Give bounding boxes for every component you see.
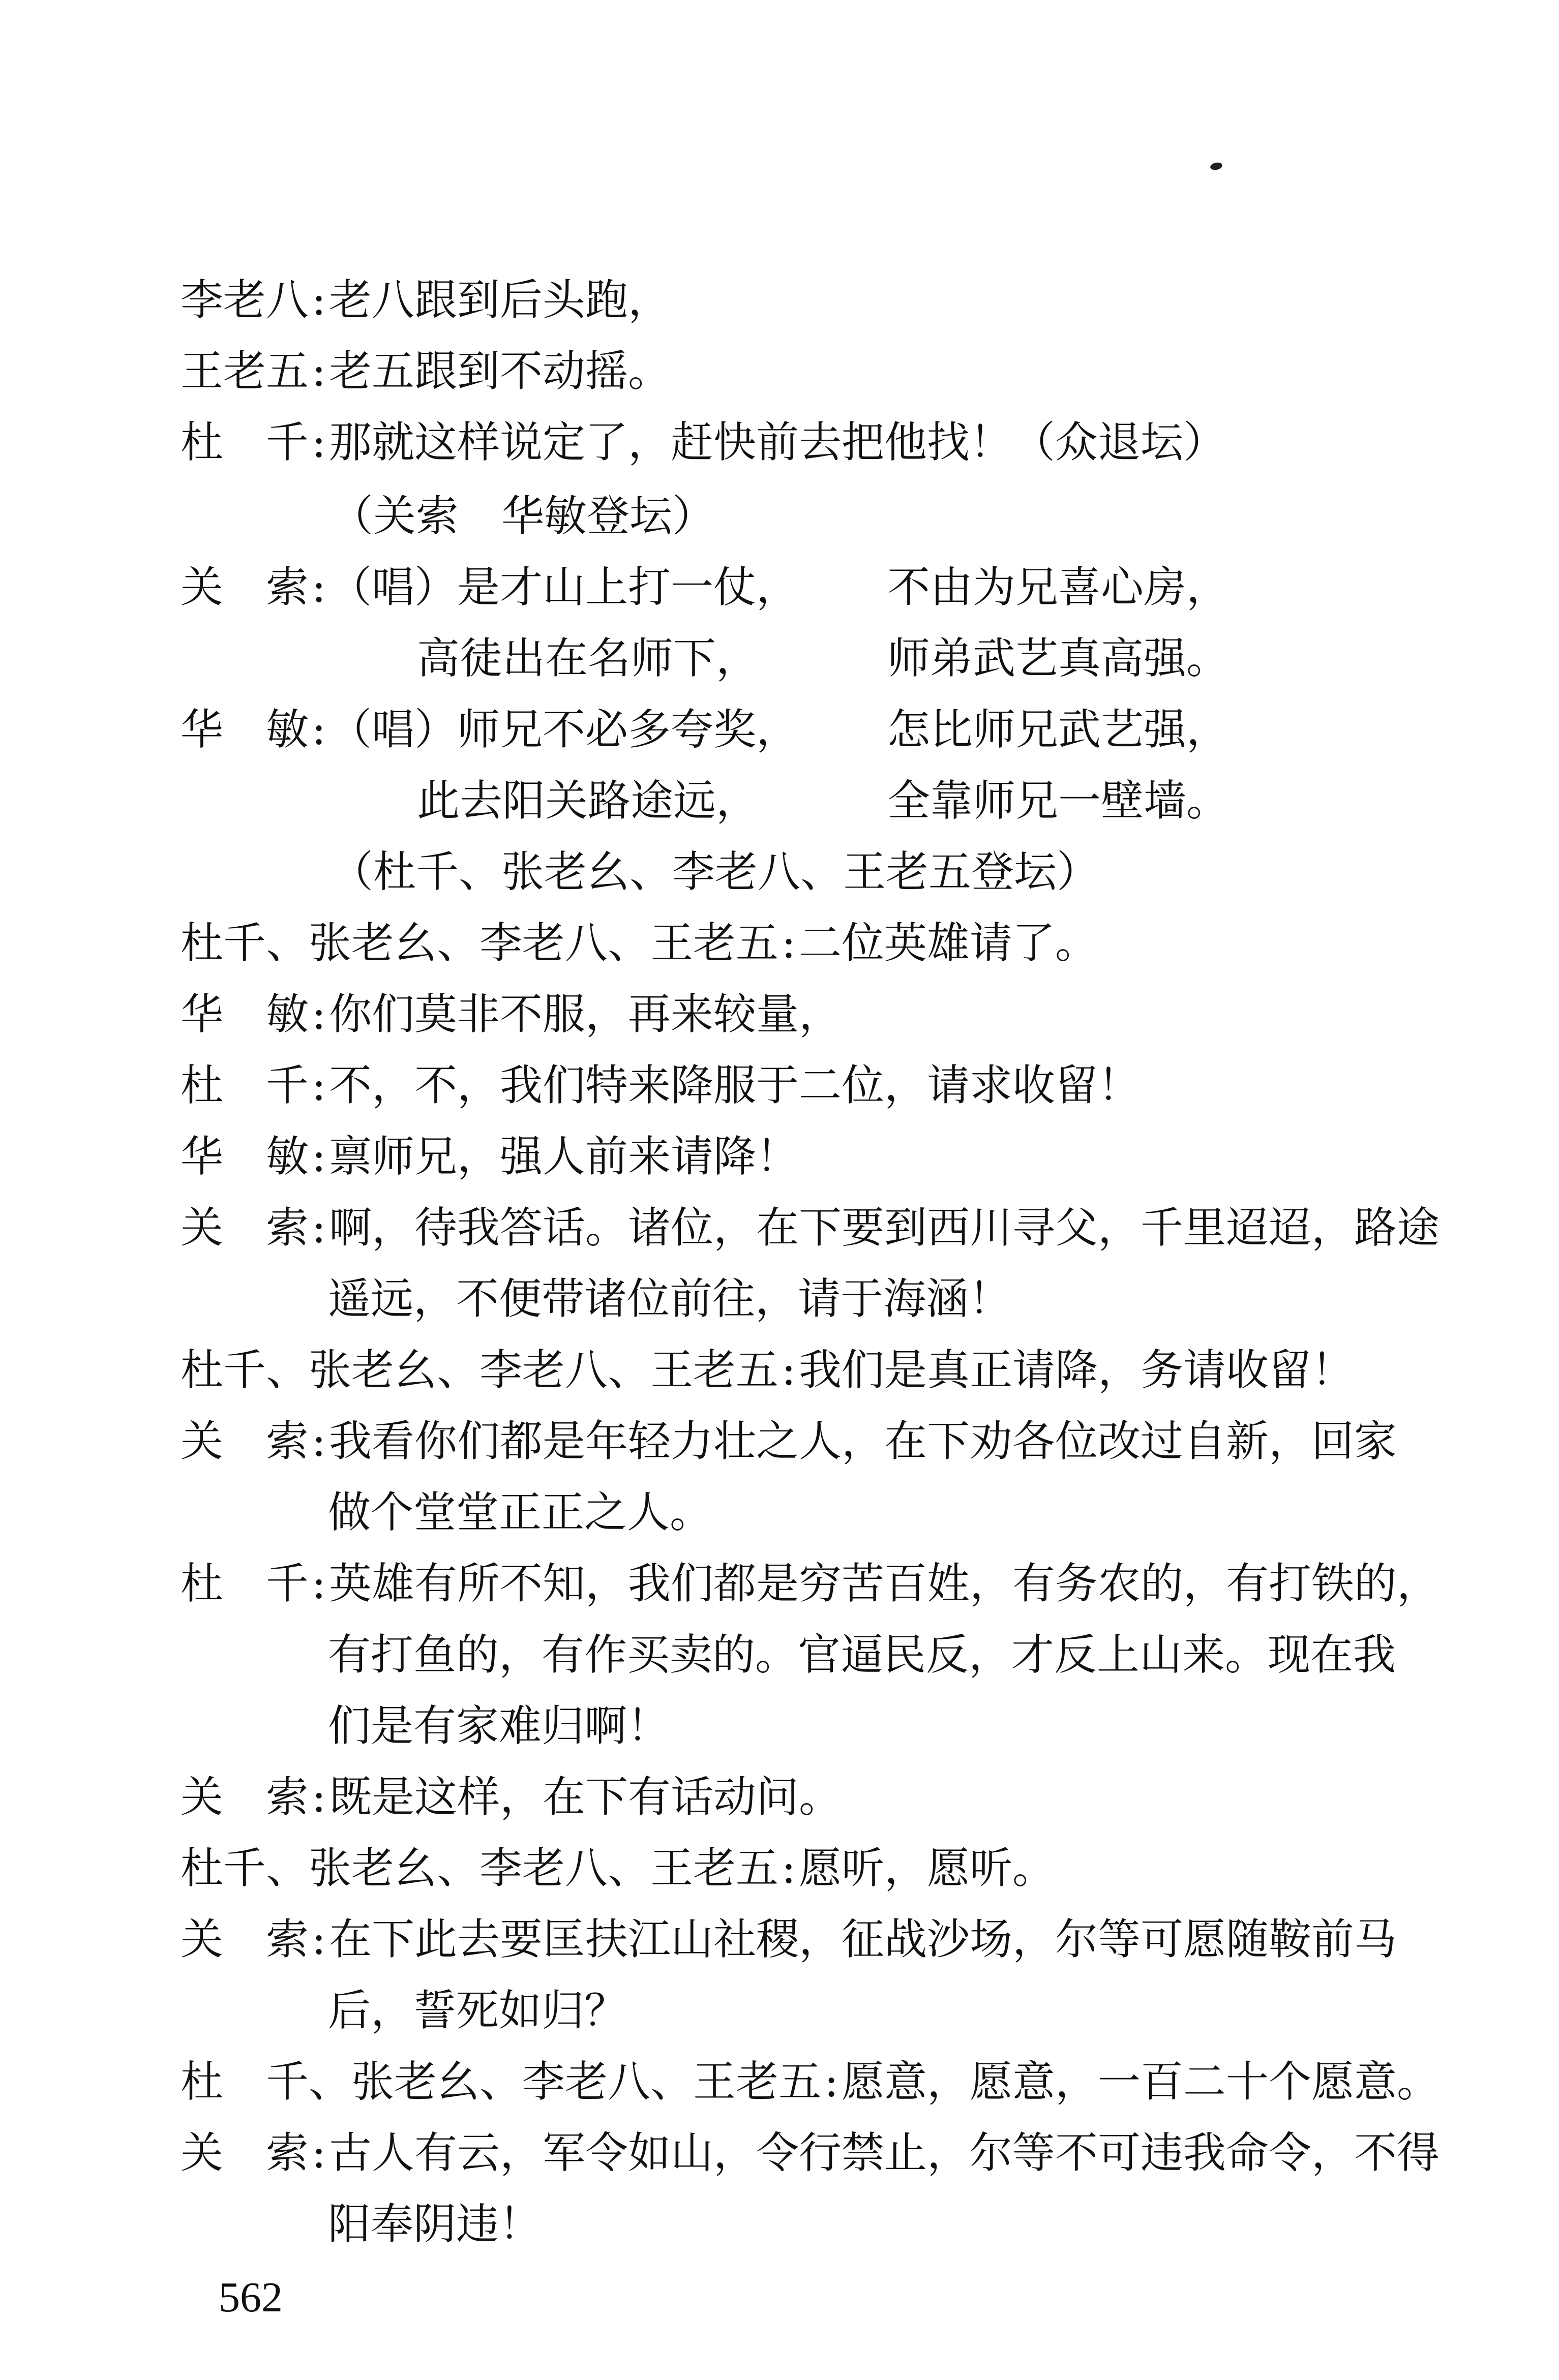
dialogue-line: 关 索:既是这样，在下有话动问。 <box>181 1772 842 1822</box>
dialogue-line: 杜千、张老幺、李老八、王老五:愿听，愿听。 <box>181 1843 1056 1893</box>
continuation-line: 们是有家难归啊！ <box>328 1701 670 1751</box>
stage-direction: （关索 华敏登坛） <box>331 491 715 541</box>
dialogue-text: 二位英雄请了。 <box>799 918 1098 968</box>
lyric-second-half: 师弟武艺真高强。 <box>887 633 1230 683</box>
speaker-name: 杜千、张老幺、李老八、王老五 <box>181 1843 779 1893</box>
dialogue-text: 那就这样说定了，赶快前去把他找！（众退坛） <box>329 417 1226 467</box>
continuation-line: 遥远，不便带诸位前往，请于海涵！ <box>328 1274 1012 1324</box>
song-line: 关 索:（唱）是才山上打一仗， 不由为兄喜心房， <box>181 562 1230 612</box>
speaker-name: 华 敏 <box>181 989 309 1039</box>
lyric-second-half: 怎比师兄武艺强， <box>887 705 1230 754</box>
dialogue-text: 愿意，愿意，一百二十个愿意。 <box>842 2057 1440 2107</box>
dialogue-text: 老五跟到不动摇。 <box>329 346 671 396</box>
dialogue-line: 李老八:老八跟到后头跑， <box>181 275 671 325</box>
lyric-first-half: （唱）师兄不必多夸奖， <box>329 705 799 754</box>
dialogue-text: 在下此去要匡扶江山社稷，征战沙场，尔等可愿随鞍前马 <box>329 1914 1397 1964</box>
dialogue-text: 英雄有所不知，我们都是穷苦百姓，有务农的，有打铁的， <box>329 1559 1440 1608</box>
speaker-name: 关 索 <box>181 562 309 612</box>
continuation-line: 有打鱼的，有作买卖的。官逼民反，才反上山来。现在我 <box>328 1630 1396 1680</box>
page-number: 562 <box>219 2274 283 2321</box>
dialogue-line: 王老五:老五跟到不动摇。 <box>181 346 671 396</box>
dialogue-text: 不，不，我们特来降服于二位，请求收留！ <box>329 1060 1141 1110</box>
dialogue-text: 啊，待我答话。诸位，在下要到西川寻父，千里迢迢，路途 <box>329 1203 1440 1253</box>
dialogue-line: 杜千、张老幺、李老八、王老五:我们是真正请降，务请收留！ <box>181 1345 1355 1395</box>
dialogue-text: 我看你们都是年轻力壮之人，在下劝各位改过自新，回家 <box>329 1416 1397 1466</box>
speaker-name: 杜 千 <box>181 1559 309 1608</box>
dialogue-line: 关 索:在下此去要匡扶江山社稷，征战沙场，尔等可愿随鞍前马 <box>181 1914 1397 1964</box>
dialogue-line: 关 索:古人有云，军令如山，令行禁止，尔等不可违我命令，不得 <box>181 2128 1440 2178</box>
speaker-name: 华 敏 <box>181 705 309 754</box>
dialogue-text: 禀师兄，强人前来请降！ <box>329 1132 799 1181</box>
speaker-name: 杜 千 <box>181 1060 309 1110</box>
dialogue-text: 你们莫非不服，再来较量， <box>329 989 842 1039</box>
speaker-name: 关 索 <box>181 2128 309 2178</box>
continuation-line: 后，誓死如归？ <box>328 1986 627 2035</box>
speaker-name: 关 索 <box>181 1772 309 1822</box>
speaker-name: 关 索 <box>181 1914 309 1964</box>
speaker-name: 杜 千、张老幺、李老八、王老五 <box>181 2057 822 2107</box>
dialogue-line: 杜 千:那就这样说定了，赶快前去把他找！（众退坛） <box>181 417 1226 467</box>
dialogue-line: 华 敏:禀师兄，强人前来请降！ <box>181 1132 799 1181</box>
lyric-second-half: 不由为兄喜心房， <box>887 562 1230 612</box>
dialogue-line: 关 索:啊，待我答话。诸位，在下要到西川寻父，千里迢迢，路途 <box>181 1203 1440 1253</box>
continuation-line: 阳奉阴违！ <box>328 2199 542 2249</box>
speaker-name: 王老五 <box>181 346 309 396</box>
ink-speck <box>1210 162 1223 171</box>
stage-direction: （杜千、张老幺、李老八、王老五登坛） <box>331 847 1100 897</box>
dialogue-line: 杜千、张老幺、李老八、王老五:二位英雄请了。 <box>181 918 1098 968</box>
dialogue-line: 杜 千:英雄有所不知，我们都是穷苦百姓，有务农的，有打铁的， <box>181 1559 1440 1608</box>
lyric-second-half: 全靠师兄一壁墙。 <box>887 776 1230 826</box>
dialogue-text: 我们是真正请降，务请收留！ <box>799 1345 1355 1395</box>
speaker-name: 关 索 <box>181 1203 309 1253</box>
dialogue-line: 关 索:我看你们都是年轻力壮之人，在下劝各位改过自新，回家 <box>181 1416 1397 1466</box>
dialogue-line: 杜 千、张老幺、李老八、王老五:愿意，愿意，一百二十个愿意。 <box>181 2057 1440 2107</box>
continuation-line: 做个堂堂正正之人。 <box>328 1487 713 1537</box>
lyric-first-half: 高徒出在名师下， <box>417 633 759 683</box>
dialogue-text: 愿听，愿听。 <box>799 1843 1056 1893</box>
dialogue-text: 古人有云，军令如山，令行禁止，尔等不可违我命令，不得 <box>329 2128 1440 2178</box>
speaker-name: 杜 千 <box>181 417 309 467</box>
speaker-name: 关 索 <box>181 1416 309 1466</box>
speaker-name: 杜千、张老幺、李老八、王老五 <box>181 918 779 968</box>
lyric-first-half: 此去阳关路途远， <box>417 776 759 826</box>
speaker-name: 杜千、张老幺、李老八、王老五 <box>181 1345 779 1395</box>
dialogue-text: 老八跟到后头跑， <box>329 275 671 325</box>
speaker-name: 华 敏 <box>181 1132 309 1181</box>
dialogue-line: 杜 千:不，不，我们特来降服于二位，请求收留！ <box>181 1060 1141 1110</box>
speaker-name: 李老八 <box>181 275 309 325</box>
song-line: 华 敏:（唱）师兄不必多夸奖， 怎比师兄武艺强， <box>181 705 1230 754</box>
dialogue-line: 华 敏:你们莫非不服，再来较量， <box>181 989 842 1039</box>
dialogue-text: 既是这样，在下有话动问。 <box>329 1772 842 1822</box>
lyric-first-half: （唱）是才山上打一仗， <box>329 562 799 612</box>
